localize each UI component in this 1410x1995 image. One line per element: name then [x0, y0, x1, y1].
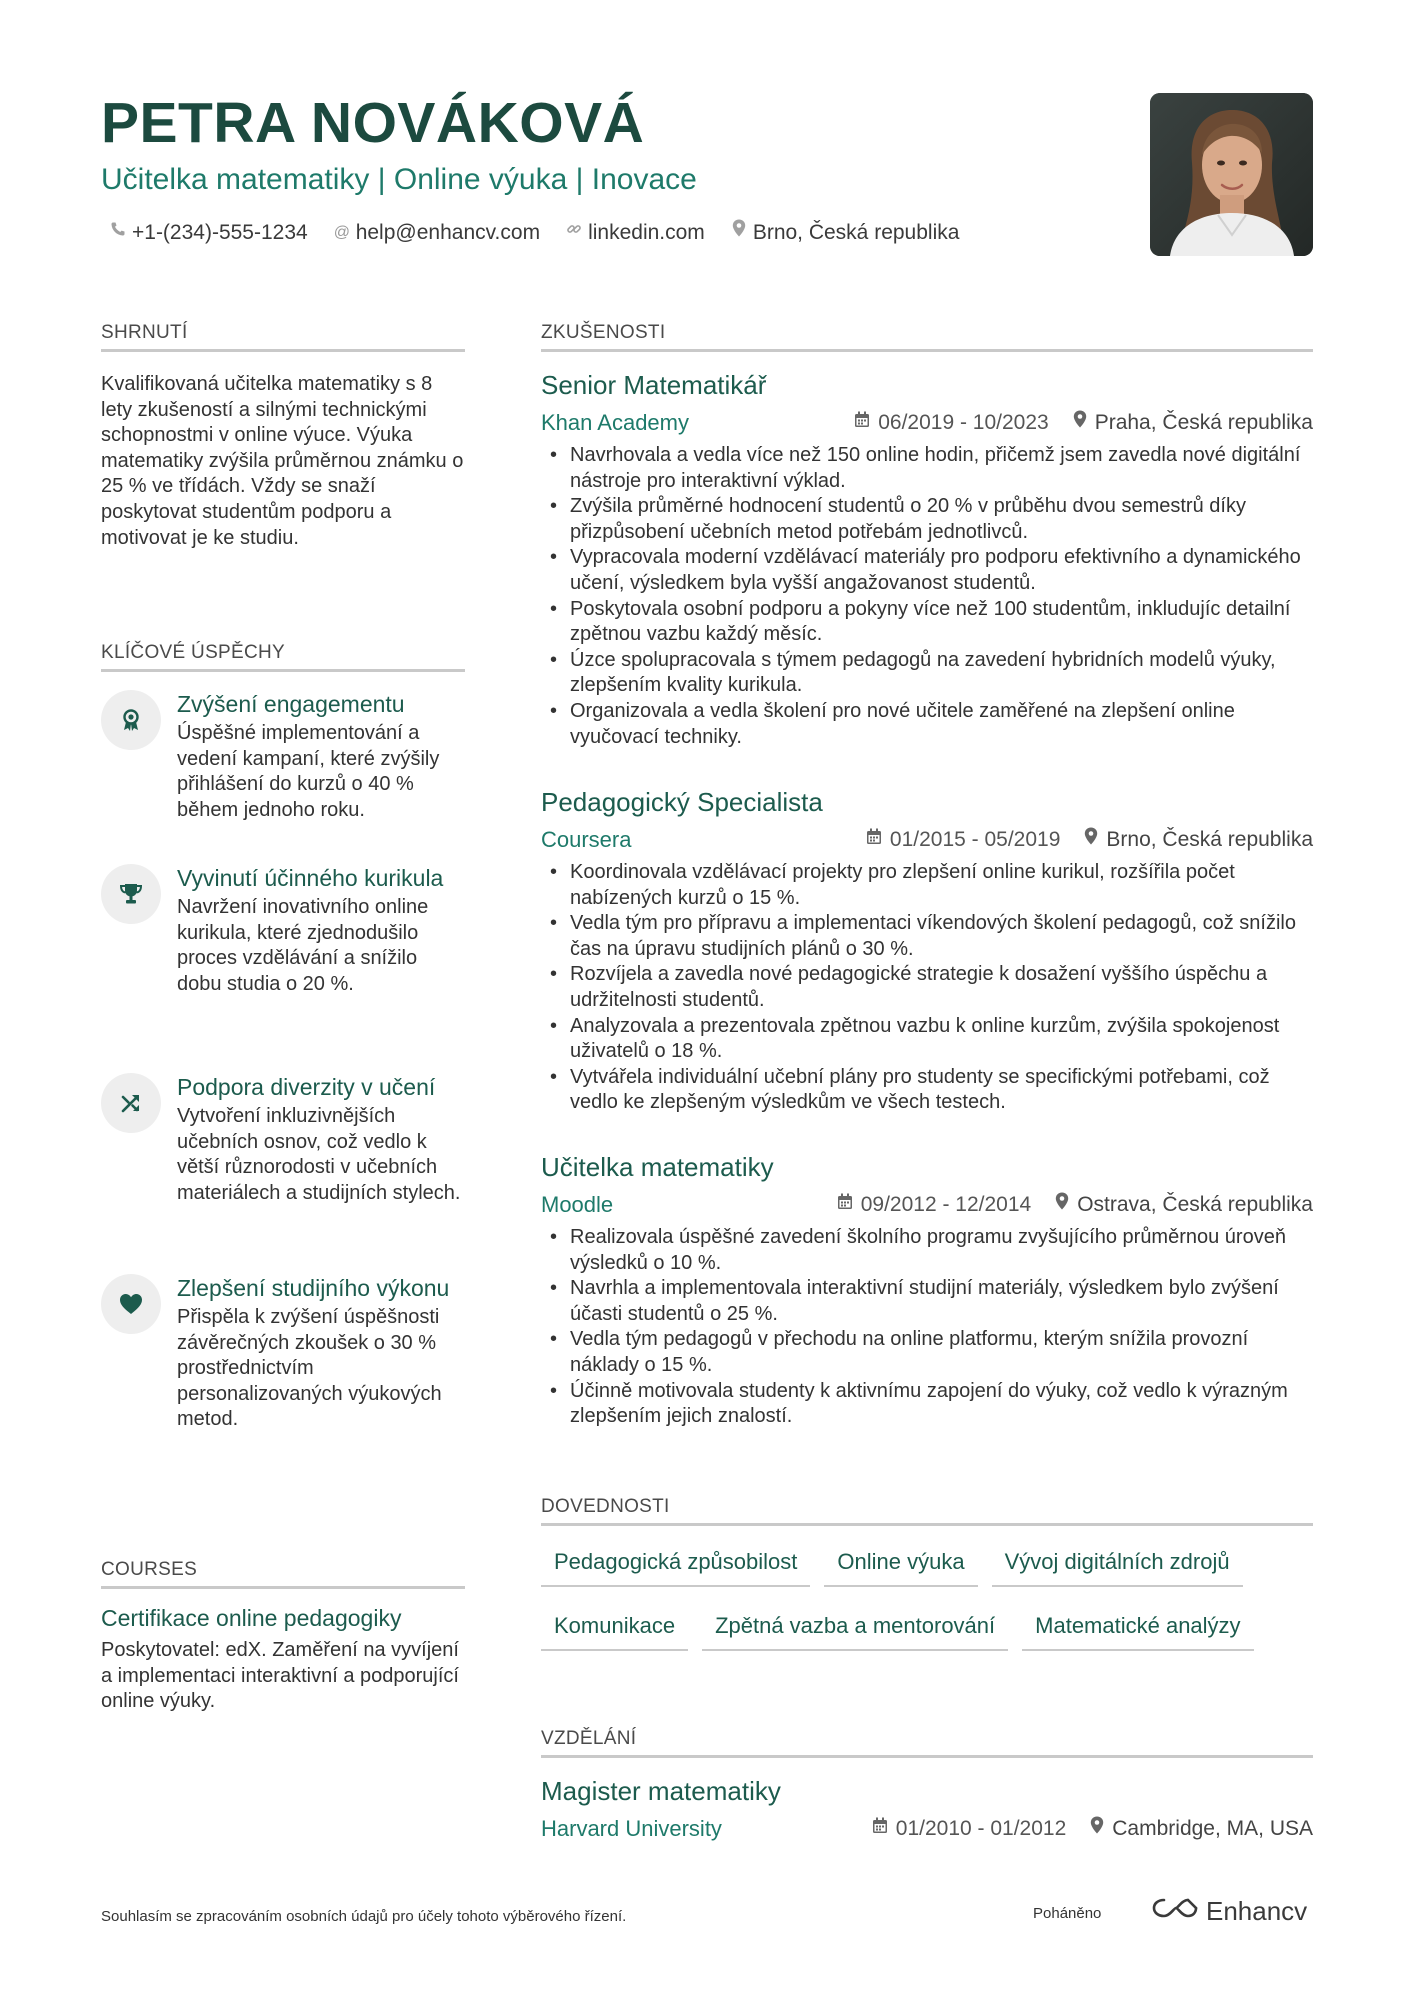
education-meta	[541, 1815, 1313, 1843]
job-bullet: • Analyzovala a prezentovala zpětnou vazbu k online kurzům, zvýšila spokojenost uživatelů o 18 %.	[548, 1014, 1318, 1065]
enhancv-logo[interactable]	[1152, 1896, 1307, 1927]
education-degree: Magister matematiky	[541, 1776, 781, 1806]
job-bullet: • Koordinovala vzdělávací projekty pro zlepšení online kurikul, rozšířila počet nabízených kurzů o 15 %.	[548, 860, 1318, 911]
job-bullet: • Poskytovala osobní podporu a pokyny více než 100 studentům, inkludujíc detailní zpětnou vazbu každý měsíc.	[548, 597, 1318, 648]
job-bullet: • Úzce spolupracovala s týmem pedagogů na zavedení hybridních modelů výuky, zlepšením kvality kurikula.	[548, 648, 1318, 699]
achievement-item	[101, 864, 465, 997]
link-icon	[566, 218, 582, 248]
education-location-text: Cambridge, MA, USA	[1112, 1817, 1313, 1840]
location-pin-icon	[1055, 1191, 1069, 1219]
job-meta	[541, 826, 1313, 854]
achievement-description: Úspěšné implementování a vedení kampaní, které zvýšily přihlášení do kurzů o 40 % během jednoho roku.	[177, 722, 440, 821]
trophy-icon	[101, 864, 161, 924]
education-dates-text: 01/2010 - 01/2012	[895, 1817, 1067, 1840]
achievement-title: Zvýšení engagementu	[177, 691, 405, 717]
skills-list	[541, 1547, 1321, 1675]
calendar-icon	[872, 1815, 888, 1843]
contact-email[interactable]	[334, 218, 540, 248]
job-company: Coursera	[541, 827, 632, 852]
experience-heading: ZKUŠENOSTI	[541, 321, 1313, 352]
job-bullets	[548, 1225, 1318, 1430]
location-pin-icon	[731, 218, 747, 248]
job-bullet: • Realizovala úspěšné zavedení školního programu zvyšujícího průměrnou úroveň výsledků o 10 %.	[548, 1225, 1318, 1276]
achievement-title: Vyvinutí účinného kurikula	[177, 865, 444, 891]
contact-phone-text: +1-(234)-555-1234	[132, 221, 308, 244]
award-ribbon-icon	[101, 690, 161, 750]
skills-heading: DOVEDNOSTI	[541, 1495, 1313, 1526]
job-location-text: Praha, Česká republika	[1094, 411, 1313, 434]
skill-tag: Matematické analýzy	[1022, 1611, 1253, 1651]
job-company: Khan Academy	[541, 410, 689, 435]
job-bullet: • Účinně motivovala studenty k aktivnímu zapojení do výuky, což vedlo k výrazným zlepšením jejich znalostí.	[548, 1379, 1318, 1430]
skills-row	[541, 1611, 1321, 1651]
education-dates	[872, 1815, 1066, 1843]
location-pin-icon	[1073, 409, 1087, 437]
achievement-description: Přispěla k zvýšení úspěšnosti závěrečných zkoušek o 30 % prostřednictvím personalizovaných výukových metod.	[177, 1306, 442, 1431]
job-location	[1084, 826, 1313, 854]
summary-heading: SHRNUTÍ	[101, 321, 465, 352]
skill-tag: Pedagogická způsobilost	[541, 1547, 810, 1587]
job-location-text: Ostrava, Česká republika	[1077, 1193, 1313, 1216]
calendar-icon	[837, 1191, 853, 1219]
job-title: Pedagogický Specialista	[541, 787, 823, 817]
job-bullets	[548, 443, 1318, 750]
profile-photo	[1150, 93, 1313, 256]
job-meta	[541, 1191, 1313, 1219]
education-location	[1090, 1815, 1313, 1843]
course-title: Certifikace online pedagogiky	[101, 1605, 402, 1631]
skill-tag: Komunikace	[541, 1611, 688, 1651]
job-bullet: • Navrhla a implementovala interaktivní studijní materiály, výsledkem bylo zvýšení účasti studentů o 25 %.	[548, 1276, 1318, 1327]
contact-email-text[interactable]: help@enhancv.com	[355, 221, 541, 244]
phone-icon	[110, 218, 126, 248]
crossed-arrows-icon	[101, 1073, 161, 1133]
job-location-text: Brno, Česká republika	[1106, 828, 1313, 851]
course-description: Poskytovatel: edX. Zaměření na vyvíjení a implementaci interaktivní a podporující online výuky.	[101, 1639, 459, 1713]
job-meta	[541, 409, 1313, 437]
job-location	[1073, 409, 1313, 437]
job-dates-text: 01/2015 - 05/2019	[889, 828, 1061, 851]
achievements-heading: KLÍČOVÉ ÚSPĚCHY	[101, 641, 465, 672]
achievement-description: Vytvoření inkluzivnějších učebních osnov, což vedlo k větší různorodosti v učebních materiálech a studijních stylech.	[177, 1105, 461, 1204]
job-dates-text: 06/2019 - 10/2023	[878, 411, 1049, 434]
enhancv-logo-icon	[1152, 1896, 1198, 1927]
candidate-name: PETRA NOVÁKOVÁ	[101, 91, 645, 155]
at-icon: @	[333, 224, 350, 241]
calendar-icon	[866, 826, 882, 854]
achievement-description: Navržení inovativního online kurikula, které zjednodušilo proces vzdělávání a snížilo dobu studia o 20 %.	[177, 896, 429, 995]
contact-list	[110, 218, 959, 248]
enhancv-logo-text: Enhancv	[1206, 1896, 1308, 1926]
education-school: Harvard University	[541, 1816, 722, 1841]
job-company: Moodle	[541, 1192, 614, 1217]
job-bullets	[548, 860, 1318, 1116]
job-dates	[854, 409, 1048, 437]
contact-linkedin-text[interactable]: linkedin.com	[588, 221, 705, 244]
courses-heading: COURSES	[101, 1558, 465, 1589]
contact-linkedin[interactable]	[566, 218, 705, 248]
job-bullet: • Rozvíjela a zavedla nové pedagogické strategie k dosažení vyššího úspěchu a udržitelnosti studentů.	[548, 962, 1318, 1013]
skill-tag: Vývoj digitálních zdrojů	[992, 1547, 1243, 1587]
job-bullet: • Navrhovala a vedla více než 150 online hodin, přičemž jsem zavedla nové digitální nástroje pro interaktivní výklad.	[548, 443, 1318, 494]
achievement-item	[101, 1073, 465, 1206]
skill-tag: Online výuka	[824, 1547, 977, 1587]
powered-by-label: Poháněno	[1033, 1905, 1102, 1922]
job-location	[1055, 1191, 1313, 1219]
skills-row	[541, 1547, 1321, 1587]
contact-location-text: Brno, Česká republika	[752, 221, 960, 244]
candidate-headline: Učitelka matematiky | Online výuka | Inovace	[101, 163, 697, 196]
job-bullet: • Vytvářela individuální učební plány pro studenty se specifickými potřebami, což vedlo ke zlepšeným výsledkům ve všech testech.	[548, 1065, 1318, 1116]
heart-icon	[101, 1274, 161, 1334]
job-bullet: • Vedla tým pedagogů v přechodu na online platformu, kterým snížila provozní náklady o 15 %.	[548, 1327, 1318, 1378]
location-pin-icon	[1084, 826, 1098, 854]
job-bullet: • Vedla tým pro přípravu a implementaci víkendových školení pedagogů, což snížilo čas na úpravu studijních plánů o 30 %.	[548, 911, 1318, 962]
education-heading: VZDĚLÁNÍ	[541, 1727, 1313, 1758]
calendar-icon	[854, 409, 870, 437]
job-title: Učitelka matematiky	[541, 1152, 774, 1182]
location-pin-icon	[1090, 1815, 1104, 1843]
job-dates-text: 09/2012 - 12/2014	[860, 1193, 1032, 1216]
job-bullet: • Organizovala a vedla školení pro nové učitele zaměřené na zlepšení online vyučovací techniky.	[548, 699, 1318, 750]
contact-location	[731, 218, 960, 248]
job-bullet: • Zvýšila průměrné hodnocení studentů o 20 % v průběhu dvou semestrů díky přizpůsobení učebních metod potřebám jednotlivců.	[548, 494, 1318, 545]
contact-phone	[110, 218, 308, 248]
achievement-title: Zlepšení studijního výkonu	[177, 1275, 450, 1301]
achievement-item	[101, 1274, 465, 1433]
job-dates	[837, 1191, 1031, 1219]
achievement-item	[101, 690, 465, 823]
skill-tag: Zpětná vazba a mentorování	[702, 1611, 1008, 1651]
consent-note: Souhlasím se zpracováním osobních údajů pro účely tohoto výběrového řízení.	[101, 1908, 627, 1925]
achievement-title: Podpora diverzity v učení	[177, 1074, 436, 1100]
summary-text: Kvalifikovaná učitelka matematiky s 8 lety zkušeností a silnými technickými schopnostmi v online výuce. Výuka matematiky zvýšila průměrnou známku o 25 % ve třídách. Vždy se snaží poskytovat studentům podporu a motivovat je ke studiu.	[101, 373, 464, 549]
job-bullet: • Vypracovala moderní vzdělávací materiály pro podporu efektivního a dynamického učení, výsledkem byla vyšší angažovanost studentů.	[548, 545, 1318, 596]
job-title: Senior Matematikář	[541, 370, 767, 400]
job-dates	[866, 826, 1060, 854]
